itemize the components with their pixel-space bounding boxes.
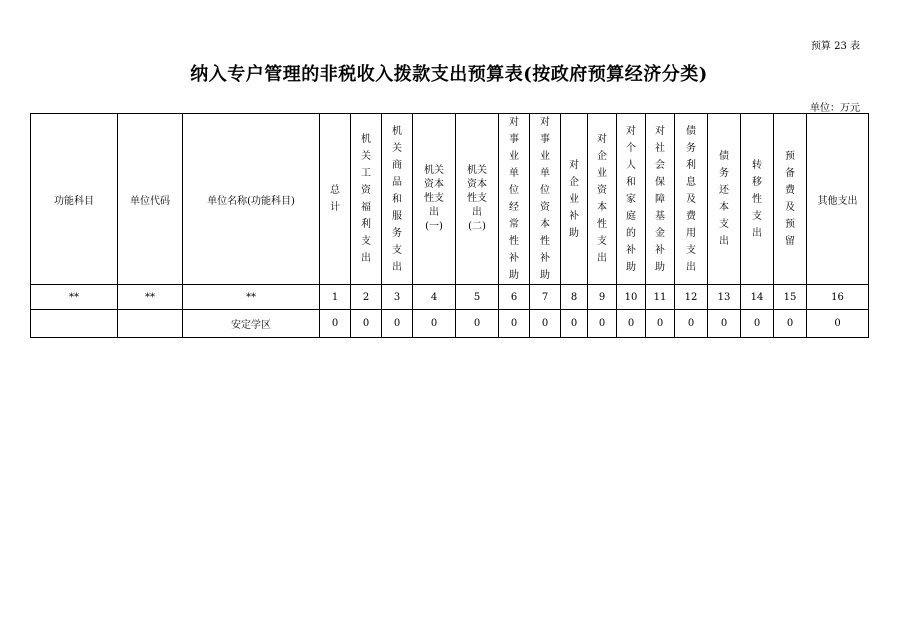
- table-cell: 0: [413, 310, 456, 338]
- table-cell: 12: [675, 285, 708, 310]
- table-cell: [31, 310, 118, 338]
- table-cell: 0: [320, 310, 351, 338]
- page-code: 预算 23 表: [810, 41, 860, 52]
- table-cell: 0: [382, 310, 413, 338]
- table-cell: 0: [675, 310, 708, 338]
- table-cell: 0: [807, 310, 869, 338]
- table-cell: 0: [530, 310, 561, 338]
- table-cell: 15: [774, 285, 807, 310]
- col-header-c13: 债务还本支出: [708, 114, 741, 285]
- col-header-total: [320, 114, 351, 285]
- table-cell: 0: [351, 310, 382, 338]
- unit-label: 单位：万元: [810, 103, 860, 114]
- col-header-unit-code: 单位代码: [118, 114, 183, 285]
- table-cell: 0: [741, 310, 774, 338]
- col-header-function-subject: 功能科目: [31, 114, 118, 285]
- table-cell: **: [118, 285, 183, 310]
- table-cell: **: [31, 285, 118, 310]
- table-cell: 13: [708, 285, 741, 310]
- table-cell: 5: [456, 285, 499, 310]
- table-cell: 1: [320, 285, 351, 310]
- col-header-c3: 机关商品和服务支出: [382, 114, 413, 285]
- table-cell: 0: [456, 310, 499, 338]
- table-cell: 7: [530, 285, 561, 310]
- col-header-c14: 转移性支出: [741, 114, 774, 285]
- col-header-c5: 机关 资本 性支 出 (二): [456, 114, 499, 285]
- col-header-c11: 对社会保障基金补助: [646, 114, 675, 285]
- col-header-unit-name: 单位名称(功能科目): [183, 114, 320, 285]
- col-header-c6: 对事业单位经常性补助: [499, 114, 530, 285]
- table-cell: 6: [499, 285, 530, 310]
- index-row: [31, 285, 869, 310]
- table-cell: 16: [807, 285, 869, 310]
- table-row: [31, 310, 869, 338]
- col-header-c4: 机关 资本 性支 出 (一): [413, 114, 456, 285]
- table-cell: 0: [499, 310, 530, 338]
- budget-table: [30, 113, 869, 338]
- table-cell: 0: [588, 310, 617, 338]
- table-cell: 3: [382, 285, 413, 310]
- table-cell: 0: [617, 310, 646, 338]
- table-cell: **: [183, 285, 320, 310]
- header-row: [31, 114, 869, 285]
- col-header-c7: 对事业单位资本性补助: [530, 114, 561, 285]
- table-cell: 0: [708, 310, 741, 338]
- col-header-other: 其他支出: [807, 114, 869, 285]
- col-header-c12: 债务利息及费用支出: [675, 114, 708, 285]
- table-cell: 10: [617, 285, 646, 310]
- table-cell: 8: [561, 285, 588, 310]
- page-title: 纳入专户管理的非税收入拨款支出预算表(按政府预算经济分类): [190, 64, 708, 85]
- table-cell: 9: [588, 285, 617, 310]
- table-cell: 11: [646, 285, 675, 310]
- table-cell: [118, 310, 183, 338]
- table-cell: 0: [774, 310, 807, 338]
- col-header-total-text: 总计: [330, 185, 340, 213]
- table-cell: 4: [413, 285, 456, 310]
- table-cell: 2: [351, 285, 382, 310]
- table-cell: 0: [646, 310, 675, 338]
- col-header-c2: 机关工资福利支出: [351, 114, 382, 285]
- col-header-c15: 预备费及预留: [774, 114, 807, 285]
- table-cell: 0: [561, 310, 588, 338]
- col-header-c10: 对个人和家庭的补助: [617, 114, 646, 285]
- table-cell: 14: [741, 285, 774, 310]
- col-header-c9: 对企业资本性支出: [588, 114, 617, 285]
- col-header-c8: 对企业补助: [561, 114, 588, 285]
- table-cell: 安定学区: [183, 310, 320, 338]
